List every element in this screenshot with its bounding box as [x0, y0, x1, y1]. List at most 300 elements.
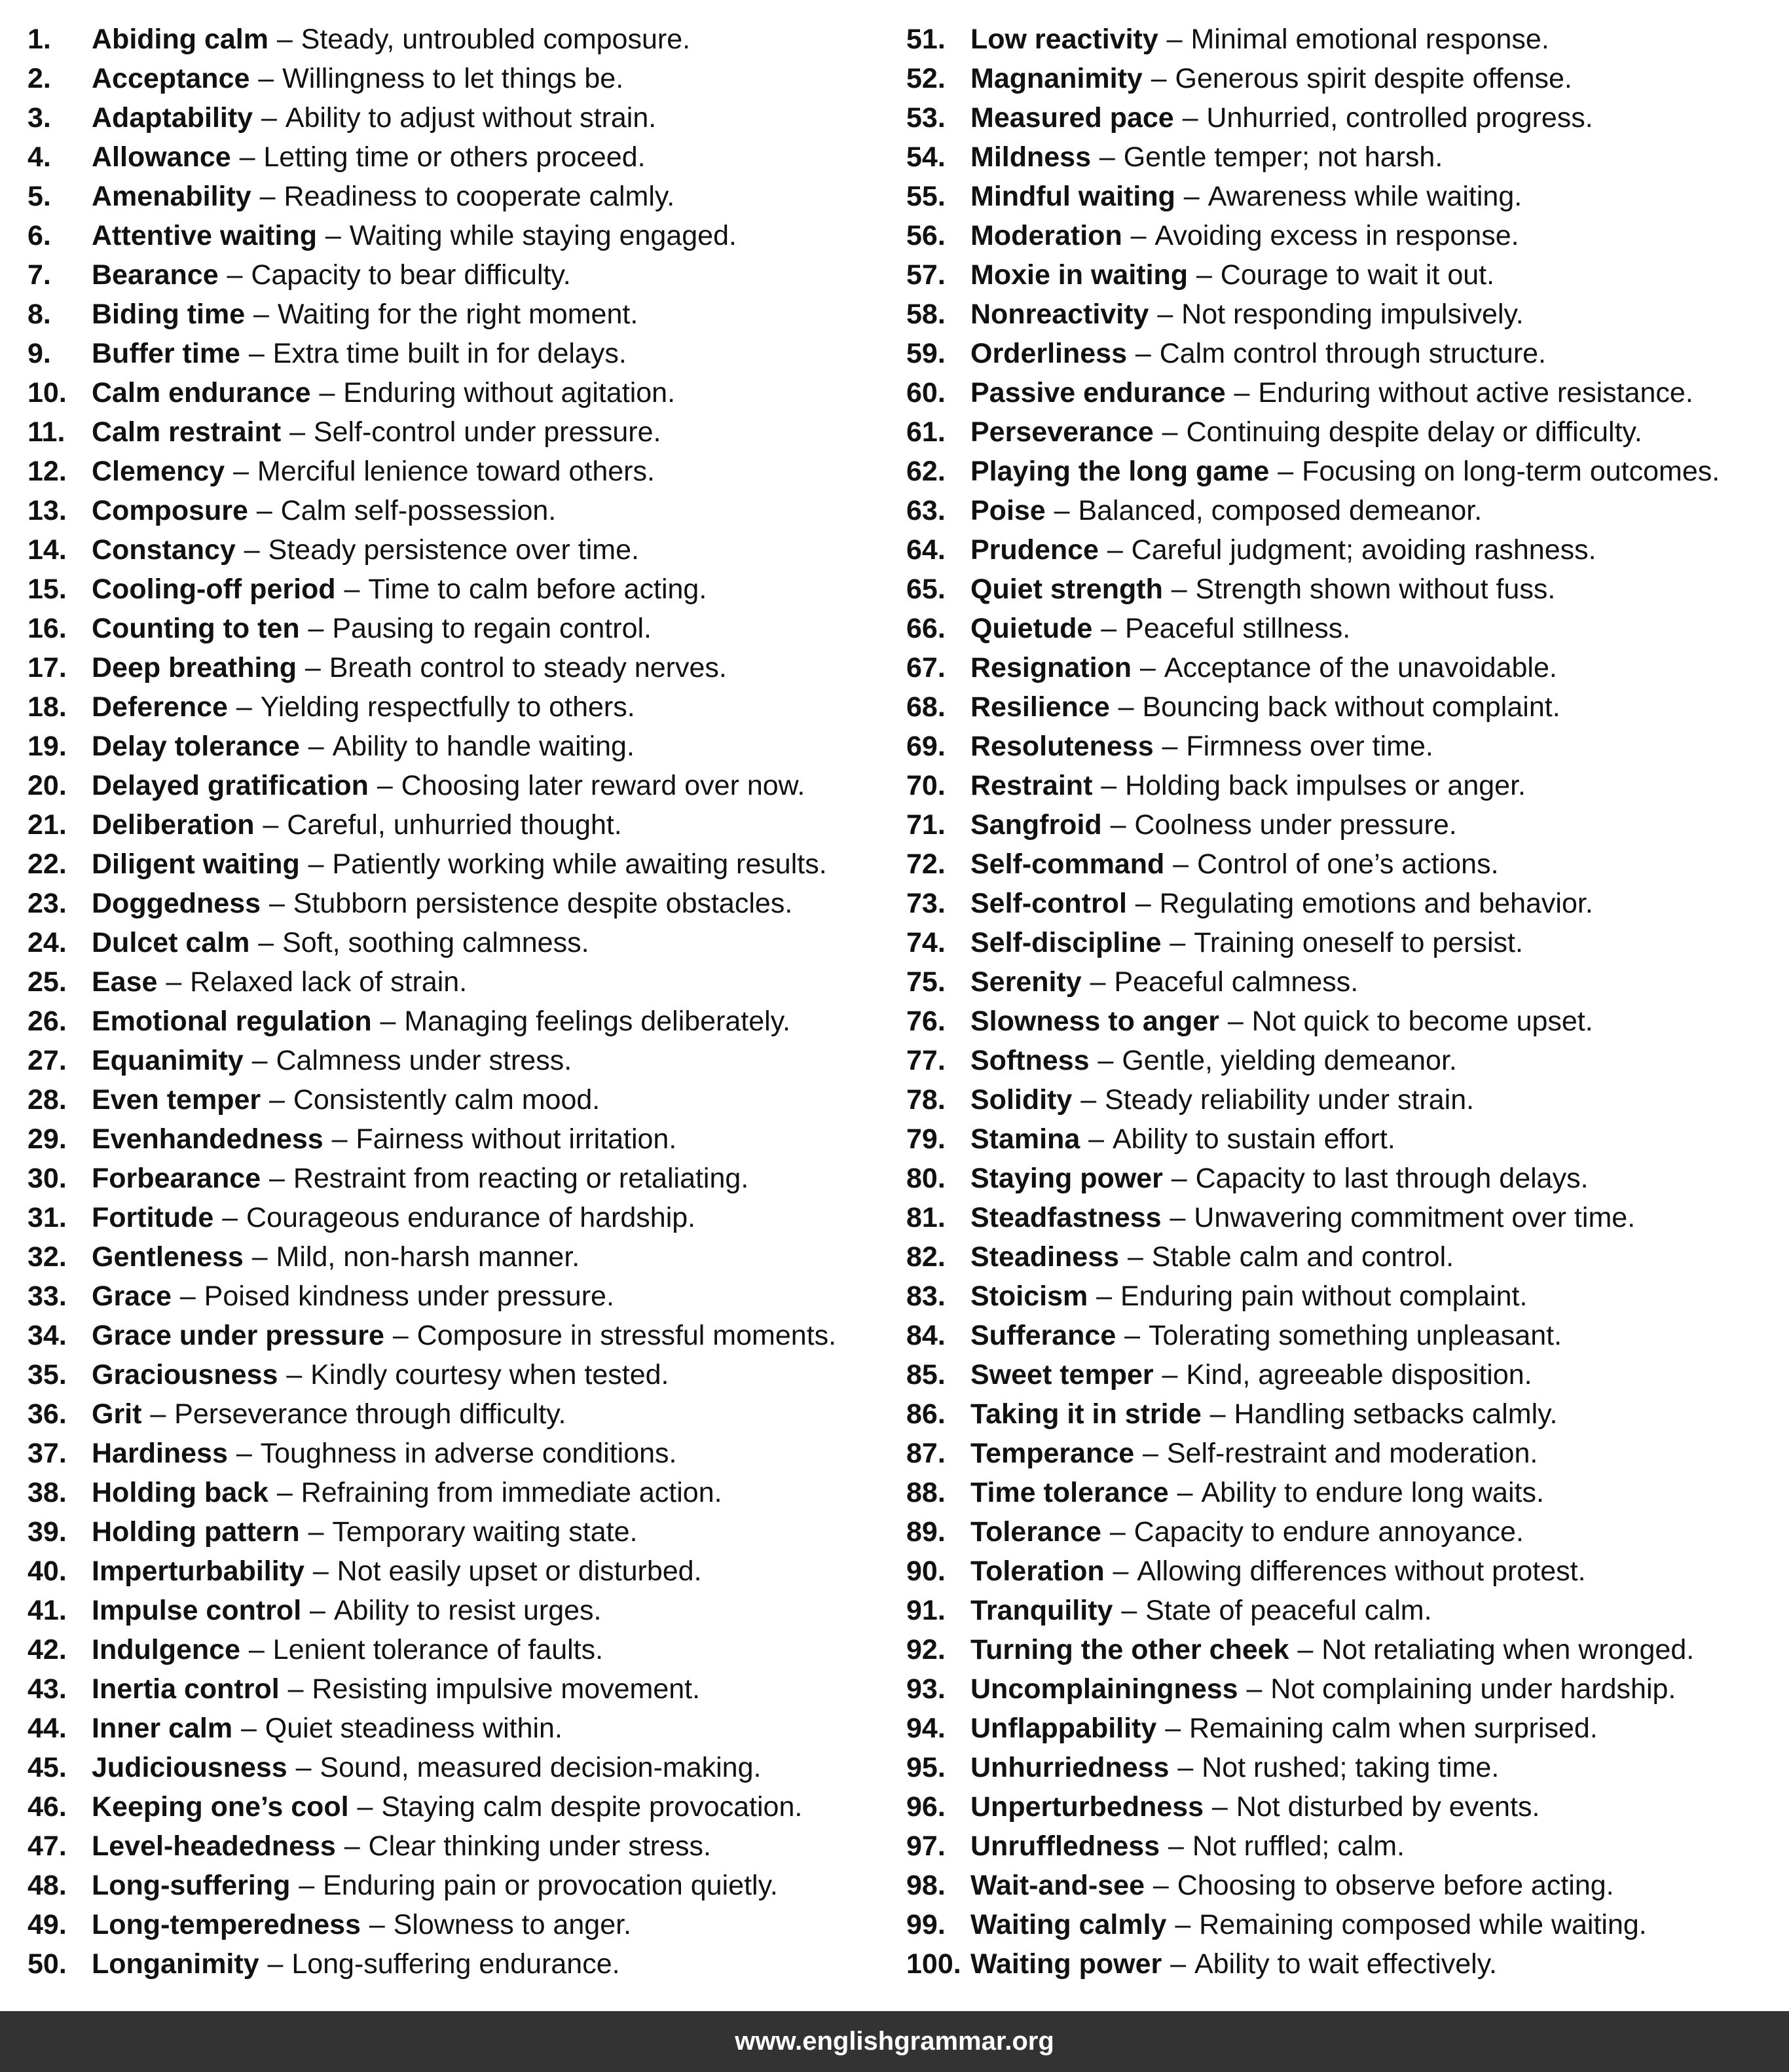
list-item — [906, 1748, 1784, 1787]
item-definition: Courage to wait it out. — [1220, 259, 1495, 291]
list-item — [906, 1473, 1784, 1512]
list-item — [906, 216, 1784, 255]
item-dash: – — [258, 927, 274, 958]
item-term: Quietude — [970, 613, 1093, 644]
item-dash: – — [1109, 1516, 1126, 1548]
item-dash: – — [268, 888, 285, 919]
item-term: Sangfroid — [970, 809, 1102, 841]
item-term: Holding back — [92, 1477, 268, 1508]
list-item — [906, 59, 1784, 98]
item-definition: Ability to wait effectively. — [1194, 1948, 1497, 1980]
item-definition: Strength shown without fuss. — [1195, 573, 1556, 605]
item-definition: Extra time built in for delays. — [272, 338, 627, 369]
item-dash: – — [1177, 1752, 1194, 1783]
item-number: 92. — [906, 1634, 946, 1665]
item-definition: Refraining from immediate action. — [301, 1477, 722, 1508]
item-definition: Poised kindness under pressure. — [204, 1281, 614, 1312]
item-number: 53. — [906, 102, 946, 134]
list-item — [906, 1709, 1784, 1748]
item-dash: – — [269, 1163, 285, 1194]
item-dash: – — [377, 770, 393, 801]
item-number: 61. — [906, 416, 946, 448]
list-item — [906, 137, 1784, 177]
item-dash: – — [1196, 259, 1212, 291]
item-definition: Time to calm before acting. — [368, 573, 707, 605]
item-number: 88. — [906, 1477, 946, 1508]
list-item — [906, 570, 1784, 609]
item-term: Moderation — [970, 220, 1122, 251]
item-definition: Composure in stressful moments. — [416, 1320, 837, 1351]
item-dash: – — [256, 495, 272, 526]
list-item — [906, 1159, 1784, 1198]
item-dash: – — [286, 1359, 303, 1390]
item-term: Bearance — [92, 259, 219, 291]
item-dash: – — [244, 534, 260, 566]
item-number: 82. — [906, 1241, 946, 1273]
item-term: Indulgence — [92, 1634, 240, 1665]
item-term: Toleration — [970, 1555, 1105, 1587]
item-term: Biding time — [92, 299, 246, 330]
item-definition: Capacity to bear difficulty. — [251, 259, 571, 291]
item-definition: Enduring pain without complaint. — [1120, 1281, 1528, 1312]
item-definition: Relaxed lack of strain. — [190, 966, 468, 998]
item-definition: Steady reliability under strain. — [1105, 1084, 1475, 1116]
item-number: 51. — [906, 24, 946, 55]
item-term: Fortitude — [92, 1202, 214, 1233]
item-term: Time tolerance — [970, 1477, 1169, 1508]
item-dash: – — [1135, 338, 1151, 369]
list-item — [28, 923, 879, 962]
item-definition: Steady, untroubled composure. — [301, 24, 691, 55]
item-definition: Perseverance through difficulty. — [174, 1398, 566, 1430]
list-item — [28, 1905, 879, 1944]
item-term: Self-control — [970, 888, 1127, 919]
item-number: 29. — [28, 1123, 67, 1155]
list-item — [28, 1473, 879, 1512]
item-number: 3. — [28, 102, 51, 134]
item-number: 46. — [28, 1791, 67, 1823]
list-item — [906, 177, 1784, 216]
item-number: 68. — [906, 691, 946, 723]
list-item — [906, 1787, 1784, 1827]
item-number: 38. — [28, 1477, 67, 1508]
item-definition: Awareness while waiting. — [1208, 181, 1522, 212]
item-number: 28. — [28, 1084, 67, 1116]
item-term: Delay tolerance — [92, 731, 300, 762]
item-number: 50. — [28, 1948, 67, 1980]
item-term: Emotional regulation — [92, 1006, 372, 1037]
term-list-right — [906, 20, 1784, 1984]
item-dash: – — [1170, 927, 1186, 958]
item-number: 9. — [28, 338, 51, 369]
list-item — [28, 1080, 879, 1119]
item-definition: Not ruffled; calm. — [1192, 1830, 1405, 1862]
item-term: Tranquility — [970, 1595, 1113, 1626]
item-dash: – — [239, 141, 255, 173]
item-dash: – — [1182, 102, 1198, 134]
list-item — [906, 1827, 1784, 1866]
list-item — [906, 1866, 1784, 1905]
item-number: 41. — [28, 1595, 67, 1626]
item-definition: Patiently working while awaiting results. — [332, 848, 827, 880]
item-term: Self-discipline — [970, 927, 1162, 958]
item-dash: – — [258, 63, 274, 94]
item-dash: – — [1209, 1398, 1226, 1430]
item-definition: Not responding impulsively. — [1181, 299, 1524, 330]
item-definition: Letting time or others proceed. — [263, 141, 646, 173]
item-number: 49. — [28, 1909, 67, 1940]
item-number: 48. — [28, 1870, 67, 1901]
item-dash: – — [1170, 1202, 1186, 1233]
item-term: Cooling-off period — [92, 573, 336, 605]
item-dash: – — [1278, 456, 1294, 487]
item-number: 64. — [906, 534, 946, 566]
item-definition: Temporary waiting state. — [332, 1516, 638, 1548]
item-dash: – — [233, 456, 249, 487]
list-item — [28, 609, 879, 648]
item-definition: Self-restraint and moderation. — [1166, 1438, 1538, 1469]
item-dash: – — [1099, 141, 1115, 173]
list-item — [906, 334, 1784, 373]
list-item — [906, 648, 1784, 687]
item-term: Resignation — [970, 652, 1132, 683]
item-dash: – — [310, 1595, 325, 1626]
item-dash: – — [1175, 1909, 1191, 1940]
item-dash: – — [289, 416, 305, 448]
item-definition: Calmness under stress. — [276, 1045, 572, 1076]
list-item — [28, 295, 879, 334]
item-number: 93. — [906, 1673, 946, 1705]
list-item — [906, 412, 1784, 452]
item-term: Inner calm — [92, 1713, 233, 1744]
item-definition: Stubborn persistence despite obstacles. — [293, 888, 793, 919]
item-term: Grace under pressure — [92, 1320, 384, 1351]
item-number: 80. — [906, 1163, 946, 1194]
item-definition: Waiting while staying engaged. — [349, 220, 737, 251]
item-term: Resoluteness — [970, 731, 1154, 762]
item-dash: – — [392, 1320, 409, 1351]
list-item — [906, 98, 1784, 137]
list-item — [906, 1316, 1784, 1355]
item-definition: Self-control under pressure. — [313, 416, 661, 448]
list-item — [28, 1827, 879, 1866]
item-dash: – — [1097, 1045, 1114, 1076]
list-item — [28, 530, 879, 570]
item-term: Ease — [92, 966, 158, 998]
item-term: Abiding calm — [92, 24, 268, 55]
list-item — [906, 530, 1784, 570]
item-dash: – — [1162, 416, 1178, 448]
item-number: 66. — [906, 613, 946, 644]
item-dash: – — [1211, 1791, 1228, 1823]
item-number: 84. — [906, 1320, 946, 1351]
list-item — [906, 1944, 1784, 1984]
list-item — [28, 452, 879, 491]
item-dash: – — [308, 848, 324, 880]
item-number: 11. — [28, 416, 65, 448]
item-dash: – — [267, 1948, 284, 1980]
item-number: 27. — [28, 1045, 67, 1076]
item-term: Uncomplainingness — [970, 1673, 1238, 1705]
item-term: Restraint — [970, 770, 1093, 801]
item-term: Even temper — [92, 1084, 261, 1116]
item-term: Sufferance — [970, 1320, 1116, 1351]
item-dash: – — [1166, 24, 1183, 55]
item-number: 26. — [28, 1006, 67, 1037]
list-item — [28, 177, 879, 216]
item-number: 90. — [906, 1555, 946, 1587]
item-dash: – — [1101, 770, 1117, 801]
item-number: 77. — [906, 1045, 946, 1076]
item-definition: Ability to handle waiting. — [332, 731, 635, 762]
item-definition: Breath control to steady nerves. — [329, 652, 727, 683]
item-dash: – — [308, 613, 324, 644]
item-term: Longanimity — [92, 1948, 259, 1980]
list-item — [28, 1669, 879, 1709]
item-term: Turning the other cheek — [970, 1634, 1289, 1665]
item-number: 97. — [906, 1830, 946, 1862]
list-item — [906, 1002, 1784, 1041]
item-dash: – — [1177, 1477, 1193, 1508]
item-number: 14. — [28, 534, 67, 566]
item-definition: Kind, agreeable disposition. — [1186, 1359, 1532, 1390]
item-number: 89. — [906, 1516, 946, 1548]
item-dash: – — [1171, 1163, 1187, 1194]
item-number: 74. — [906, 927, 946, 958]
item-number: 37. — [28, 1438, 67, 1469]
item-definition: State of peaceful calm. — [1145, 1595, 1432, 1626]
item-dash: – — [240, 1713, 257, 1744]
item-definition: Capacity to last through delays. — [1195, 1163, 1589, 1194]
item-dash: – — [1173, 848, 1189, 880]
list-item — [906, 295, 1784, 334]
list-item — [906, 1237, 1784, 1277]
item-term: Softness — [970, 1045, 1090, 1076]
item-dash: – — [1151, 63, 1167, 94]
item-term: Serenity — [970, 966, 1082, 998]
item-number: 15. — [28, 573, 67, 605]
item-term: Taking it in stride — [970, 1398, 1202, 1430]
item-definition: Ability to resist urges. — [333, 1595, 602, 1626]
list-item — [28, 1787, 879, 1827]
item-number: 33. — [28, 1281, 67, 1312]
item-definition: Tolerating something unpleasant. — [1148, 1320, 1562, 1351]
item-term: Evenhandedness — [92, 1123, 323, 1155]
list-item — [906, 884, 1784, 923]
item-definition: Readiness to cooperate calmly. — [284, 181, 675, 212]
item-dash: – — [1168, 1830, 1184, 1862]
item-definition: Long-suffering endurance. — [291, 1948, 620, 1980]
item-definition: Managing feelings deliberately. — [404, 1006, 790, 1037]
item-term: Attentive waiting — [92, 220, 318, 251]
item-number: 8. — [28, 299, 51, 330]
item-dash: – — [236, 1438, 252, 1469]
item-term: Equanimity — [92, 1045, 244, 1076]
item-dash: – — [1162, 1359, 1178, 1390]
item-definition: Consistently calm mood. — [293, 1084, 600, 1116]
item-dash: – — [150, 1398, 166, 1430]
list-item — [906, 1355, 1784, 1394]
list-item — [28, 1119, 879, 1159]
item-term: Magnanimity — [970, 63, 1143, 94]
item-definition: Lenient tolerance of faults. — [272, 1634, 604, 1665]
item-dash: – — [1170, 1948, 1187, 1980]
list-item — [28, 1630, 879, 1669]
list-item — [28, 334, 879, 373]
item-number: 42. — [28, 1634, 67, 1665]
list-item — [28, 98, 879, 137]
item-number: 83. — [906, 1281, 946, 1312]
list-item — [906, 1394, 1784, 1434]
item-number: 13. — [28, 495, 67, 526]
list-item — [906, 727, 1784, 766]
item-term: Imperturbability — [92, 1555, 304, 1587]
list-item — [28, 491, 879, 530]
item-definition: Not complaining under hardship. — [1270, 1673, 1676, 1705]
list-item — [28, 1552, 879, 1591]
item-definition: Enduring without agitation. — [343, 377, 676, 409]
item-term: Mindful waiting — [970, 181, 1175, 212]
item-term: Waiting calmly — [970, 1909, 1167, 1940]
item-dash: – — [331, 1123, 348, 1155]
item-dash: – — [227, 259, 243, 291]
list-item — [28, 1709, 879, 1748]
item-term: Constancy — [92, 534, 236, 566]
item-dash: – — [1088, 1123, 1105, 1155]
item-term: Sweet temper — [970, 1359, 1154, 1390]
item-number: 10. — [28, 377, 67, 409]
item-definition: Not quick to become upset. — [1251, 1006, 1593, 1037]
item-dash: – — [308, 1516, 324, 1548]
item-term: Level-headedness — [92, 1830, 336, 1862]
item-number: 7. — [28, 259, 51, 291]
item-number: 59. — [906, 338, 946, 369]
item-term: Resilience — [970, 691, 1110, 723]
item-term: Allowance — [92, 141, 231, 173]
item-definition: Capacity to endure annoyance. — [1134, 1516, 1524, 1548]
item-dash: – — [1101, 613, 1117, 644]
list-item — [28, 1434, 879, 1473]
item-number: 72. — [906, 848, 946, 880]
item-definition: Generous spirit despite offense. — [1175, 63, 1572, 94]
item-term: Self-command — [970, 848, 1165, 880]
list-item — [906, 1434, 1784, 1473]
item-number: 98. — [906, 1870, 946, 1901]
item-dash: – — [166, 966, 182, 998]
item-term: Long-suffering — [92, 1870, 291, 1901]
item-number: 2. — [28, 63, 51, 94]
item-term: Long-temperedness — [92, 1909, 361, 1940]
item-term: Impulse control — [92, 1595, 302, 1626]
item-dash: – — [251, 1241, 268, 1273]
item-definition: Continuing despite delay or difficulty. — [1186, 416, 1642, 448]
item-number: 52. — [906, 63, 946, 94]
item-dash: – — [1183, 181, 1200, 212]
item-definition: Choosing to observe before acting. — [1177, 1870, 1614, 1901]
item-number: 21. — [28, 809, 67, 841]
item-term: Temperance — [970, 1438, 1135, 1469]
item-term: Calm endurance — [92, 377, 311, 409]
item-number: 23. — [28, 888, 67, 919]
item-number: 24. — [28, 927, 67, 958]
item-definition: Remaining composed while waiting. — [1199, 1909, 1647, 1940]
item-dash: – — [1121, 1595, 1137, 1626]
item-definition: Sound, measured decision-making. — [320, 1752, 762, 1783]
footer-bar — [0, 2011, 1789, 2072]
item-number: 95. — [906, 1752, 946, 1783]
list-item — [906, 766, 1784, 805]
item-definition: Staying calm despite provocation. — [381, 1791, 803, 1823]
item-definition: Bouncing back without complaint. — [1142, 691, 1560, 723]
list-item — [906, 1080, 1784, 1119]
item-number: 57. — [906, 259, 946, 291]
item-term: Diligent waiting — [92, 848, 300, 880]
item-number: 16. — [28, 613, 67, 644]
item-definition: Calm control through structure. — [1159, 338, 1547, 369]
item-dash: – — [1227, 1006, 1244, 1037]
item-number: 31. — [28, 1202, 67, 1233]
item-dash: – — [1118, 691, 1134, 723]
item-definition: Stable calm and control. — [1151, 1241, 1454, 1273]
item-term: Gentleness — [92, 1241, 244, 1273]
item-dash: – — [1113, 1555, 1129, 1587]
item-term: Waiting power — [970, 1948, 1162, 1980]
item-number: 35. — [28, 1359, 67, 1390]
item-dash: – — [269, 1084, 285, 1116]
item-term: Clemency — [92, 456, 225, 487]
item-definition: Careful, unhurried thought. — [287, 809, 622, 841]
item-number: 44. — [28, 1713, 67, 1744]
item-number: 87. — [906, 1438, 946, 1469]
list-item — [28, 845, 879, 884]
item-definition: Holding back impulses or anger. — [1125, 770, 1526, 801]
item-number: 70. — [906, 770, 946, 801]
item-definition: Firmness over time. — [1186, 731, 1433, 762]
item-definition: Minimal emotional response. — [1190, 24, 1549, 55]
item-number: 75. — [906, 966, 946, 998]
item-dash: – — [1153, 1870, 1169, 1901]
item-definition: Not retaliating when wronged. — [1321, 1634, 1695, 1665]
item-number: 20. — [28, 770, 67, 801]
list-item — [28, 962, 879, 1002]
item-number: 78. — [906, 1084, 946, 1116]
item-definition: Mild, non-harsh manner. — [276, 1241, 580, 1273]
item-number: 55. — [906, 181, 946, 212]
item-definition: Peaceful calmness. — [1114, 966, 1359, 998]
item-number: 34. — [28, 1320, 67, 1351]
item-term: Stamina — [970, 1123, 1080, 1155]
item-definition: Focusing on long-term outcomes. — [1302, 456, 1720, 487]
item-number: 40. — [28, 1555, 67, 1587]
item-number: 86. — [906, 1398, 946, 1430]
item-definition: Regulating emotions and behavior. — [1159, 888, 1593, 919]
item-term: Holding pattern — [92, 1516, 300, 1548]
item-term: Nonreactivity — [970, 299, 1149, 330]
item-term: Unhurriedness — [970, 1752, 1170, 1783]
item-definition: Ability to endure long waits. — [1201, 1477, 1544, 1508]
item-dash: – — [1096, 1281, 1113, 1312]
item-term: Judiciousness — [92, 1752, 287, 1783]
item-dash: – — [1143, 1438, 1158, 1469]
item-definition: Enduring pain or provocation quietly. — [323, 1870, 778, 1901]
item-dash: – — [319, 377, 335, 409]
item-term: Unflappability — [970, 1713, 1157, 1744]
item-dash: – — [287, 1673, 304, 1705]
item-term: Deference — [92, 691, 228, 723]
list-item — [28, 373, 879, 412]
item-number: 67. — [906, 652, 946, 683]
item-term: Prudence — [970, 534, 1099, 566]
